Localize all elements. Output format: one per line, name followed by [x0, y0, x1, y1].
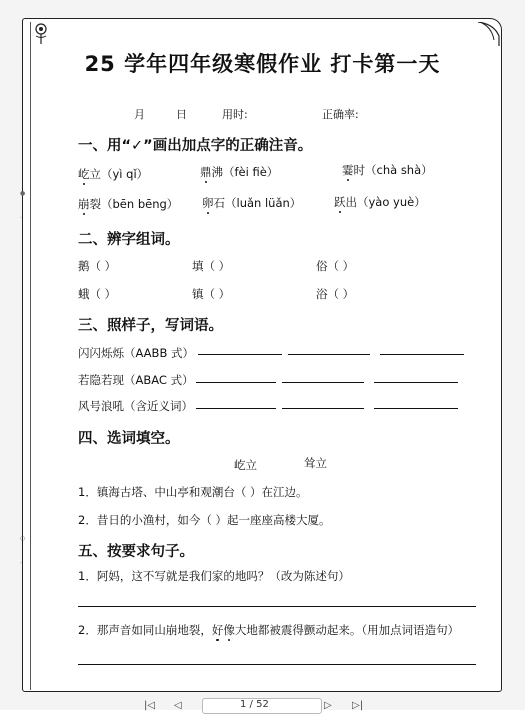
pinyin-item: 鼎沸（fèi fiè） [200, 165, 279, 179]
section-heading-words: 三、照样子，写词语。 [78, 318, 223, 334]
char-item: 俗（ ） [316, 259, 355, 273]
page-title: 25 学年四年级寒假作业 打卡第一天 [84, 52, 441, 76]
answer-blank[interactable] [196, 408, 276, 409]
prev-page-icon[interactable]: ◁ [174, 700, 182, 711]
pinyin-item: 跃出（yào yuè） [334, 195, 426, 209]
answer-blank[interactable] [380, 354, 464, 355]
answer-blank[interactable] [288, 354, 370, 355]
month-label: 月 [134, 108, 145, 121]
answer-blank[interactable] [374, 382, 458, 383]
section-heading-sentences: 五、按要求句子。 [78, 544, 194, 560]
margin-mark: ● [20, 190, 26, 197]
char-item: 填（ ） [192, 259, 231, 273]
pinyin-item: 霎时（chà shà） [342, 163, 433, 177]
char-item: 镇（ ） [192, 287, 231, 301]
answer-blank[interactable] [282, 382, 364, 383]
page-indicator: 1 / 52 [240, 699, 269, 710]
section-heading-characters: 二、辨字组词。 [78, 232, 180, 248]
page-navigator [140, 696, 380, 710]
word-pattern-label: 若隐若现（ABAC 式） [78, 373, 194, 387]
fill-in-question: 2．昔日的小渔村，如今（ ）起一座座高楼大厦。 [78, 513, 331, 527]
margin-mark: · [20, 560, 22, 567]
sentence-question: 2．那声音如同山崩地裂，好像大地都被震得颤动起来。（用加点词语造句） [78, 623, 460, 637]
answer-blank[interactable] [282, 408, 364, 409]
char-item: 鹅（ ） [78, 259, 117, 273]
choice-word: 屹立 [234, 458, 257, 472]
pin-icon [32, 22, 50, 46]
pinyin-item: 屹立（yì qǐ） [78, 167, 149, 181]
answer-blank[interactable] [198, 354, 282, 355]
time-used-label: 用时: [222, 108, 248, 121]
margin-mark: ○ [20, 535, 26, 542]
margin-mark: · [20, 215, 22, 222]
choice-word: 耸立 [304, 456, 327, 470]
answer-blank[interactable] [196, 382, 276, 383]
char-item: 浴（ ） [316, 287, 355, 301]
next-page-icon[interactable]: ▷ [324, 700, 332, 711]
page-curl-icon [478, 22, 500, 46]
word-pattern-label: 风号浪吼（含近义词） [78, 399, 193, 413]
last-page-icon[interactable]: ▷| [352, 700, 364, 711]
accuracy-label: 正确率: [322, 108, 359, 121]
fill-in-question: 1．镇海古塔、中山亭和观潮台（ ）在江边。 [78, 485, 308, 499]
section-heading-pinyin: 一、用“✓”画出加点字的正确注音。 [78, 138, 313, 154]
answer-line[interactable] [78, 664, 476, 665]
first-page-icon[interactable]: |◁ [144, 700, 156, 711]
answer-line[interactable] [78, 606, 476, 607]
word-pattern-label: 闪闪烁烁（AABB 式） [78, 346, 194, 360]
pinyin-item: 卵石（luǎn lüǎn） [202, 196, 302, 210]
answer-blank[interactable] [374, 408, 458, 409]
sentence-question: 1．阿妈，这不写就是我们家的地吗？（改为陈述句） [78, 569, 350, 583]
char-item: 蛾（ ） [78, 287, 117, 301]
pinyin-item: 崩裂（bēn bēng） [78, 197, 179, 211]
section-heading-fill-in: 四、选词填空。 [78, 431, 180, 447]
day-label: 日 [176, 108, 187, 121]
